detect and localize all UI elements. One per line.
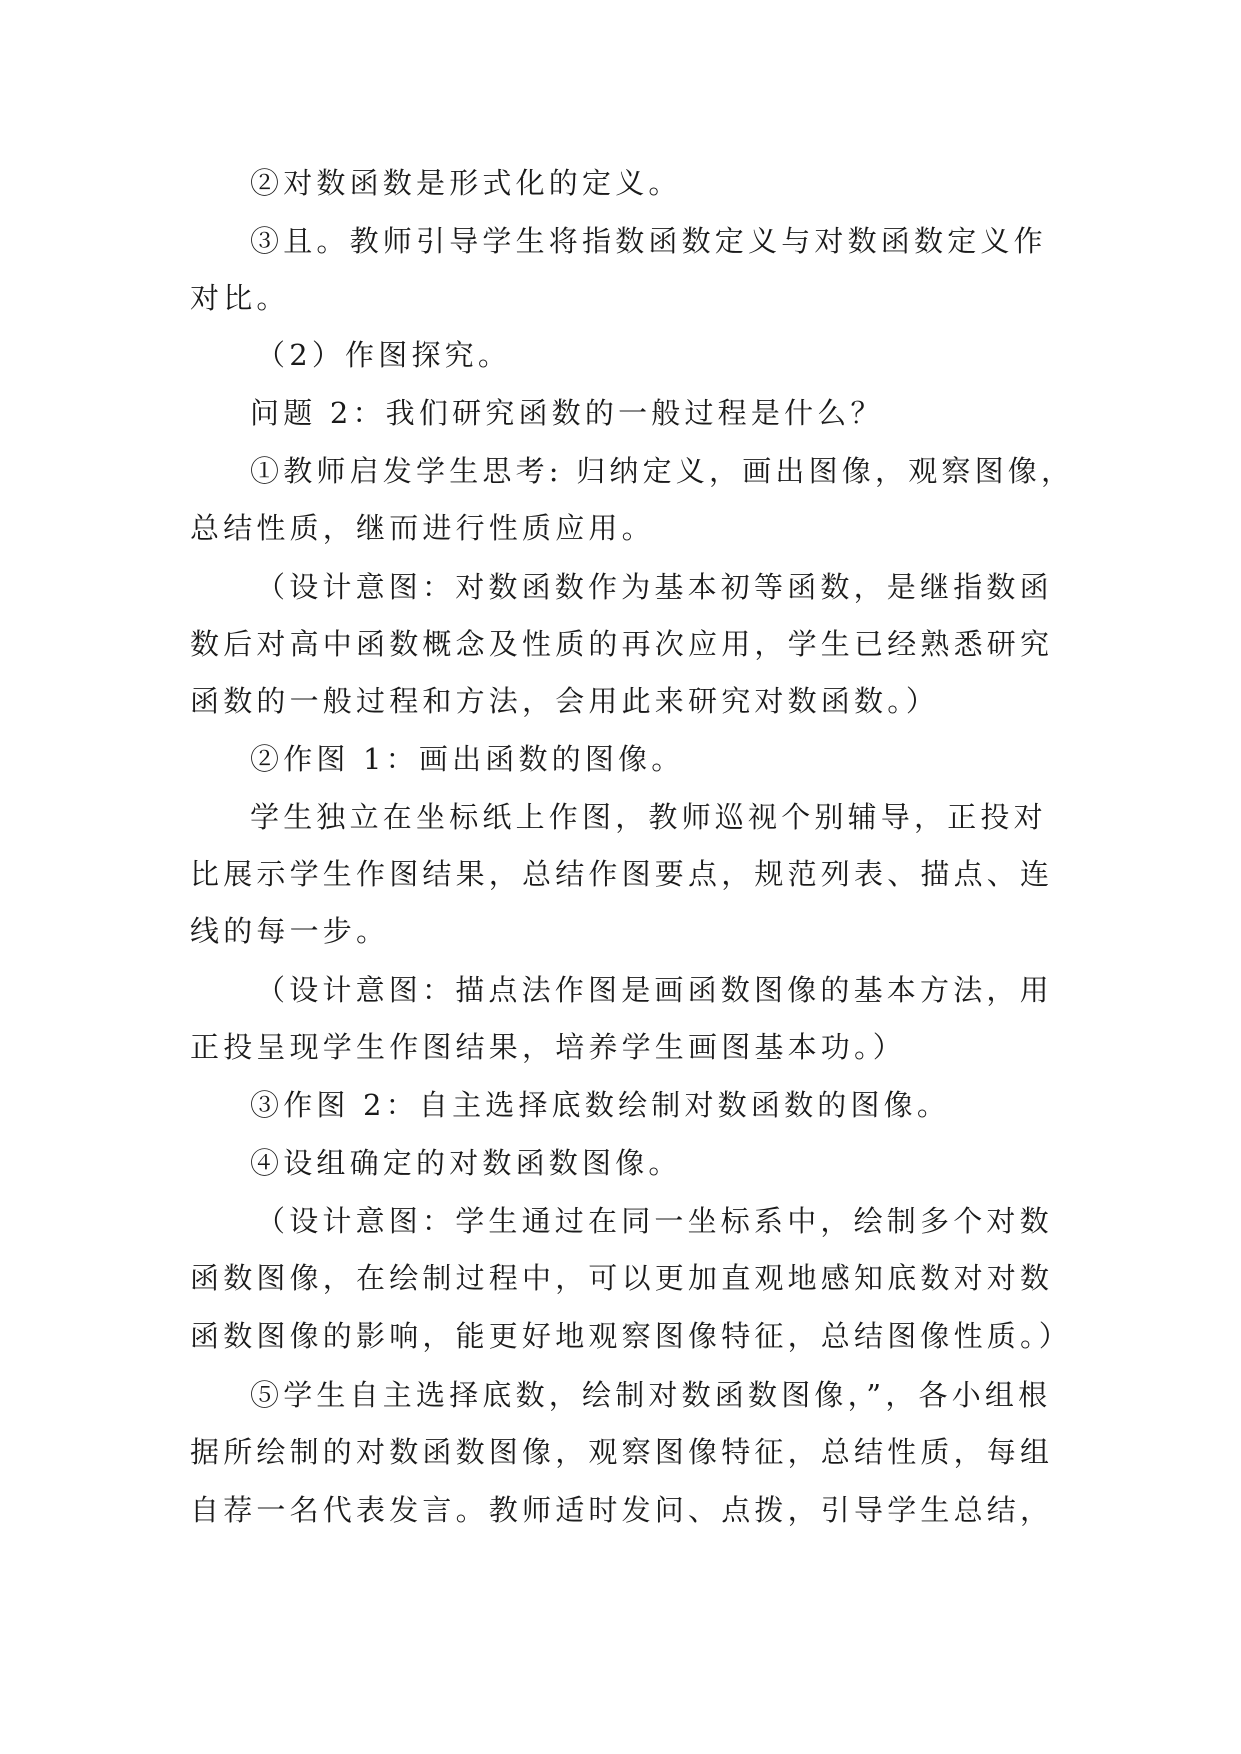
text-line: ②对数函数是形式化的定义。 [250,166,682,200]
text-line: 对比。 [190,281,290,315]
design-intent-line: 正投呈现学生作图结果，培养学生画图基本功。） [190,1030,906,1064]
design-intent-line: 函数图像的影响，能更好地观察图像特征，总结图像性质。） [190,1319,1072,1353]
question-line: 问题 2：我们研究函数的一般过程是什么？ [250,396,884,430]
text-line: ③且。教师引导学生将指数函数定义与对数函数定义作 [250,224,1047,258]
design-intent-line: （设计意图：对数函数作为基本初等函数，是继指数函 [256,570,1053,604]
text-line: 学生独立在坐标纸上作图，教师巡视个别辅导，正投对 [250,800,1047,834]
text-line: 据所绘制的对数函数图像，观察图像特征，总结性质，每组 [190,1435,1054,1469]
text-line: 总结性质，继而进行性质应用。 [190,511,655,545]
design-intent-line: 数后对高中函数概念及性质的再次应用，学生已经熟悉研究 [190,627,1054,661]
section-heading: （2）作图探究。 [256,338,512,372]
text-line: ③作图 2：自主选择底数绘制对数函数的图像。 [250,1088,951,1122]
text-line: ②作图 1：画出函数的图像。 [250,742,685,776]
text-line: ④设组确定的对数函数图像。 [250,1146,682,1180]
design-intent-line: （设计意图：描点法作图是画函数图像的基本方法，用 [256,973,1053,1007]
text-line: 自荐一名代表发言。教师适时发问、点拨，引导学生总结， [190,1493,1054,1527]
text-line: 比展示学生作图结果，总结作图要点，规范列表、描点、连 [190,857,1054,891]
text-line: ①教师启发学生思考: 归纳定义，画出图像，观察图像， [250,454,1075,488]
design-intent-line: 函数的一般过程和方法，会用此来研究对数函数。） [190,684,940,718]
text-line: ⑤学生自主选择底数，绘制对数函数图像，”，各小组根 [250,1378,1052,1412]
design-intent-line: （设计意图：学生通过在同一坐标系中，绘制多个对数 [256,1204,1053,1238]
text-line: 线的每一步。 [190,914,390,948]
design-intent-line: 函数图像，在绘制过程中，可以更加直观地感知底数对对数 [190,1261,1054,1295]
